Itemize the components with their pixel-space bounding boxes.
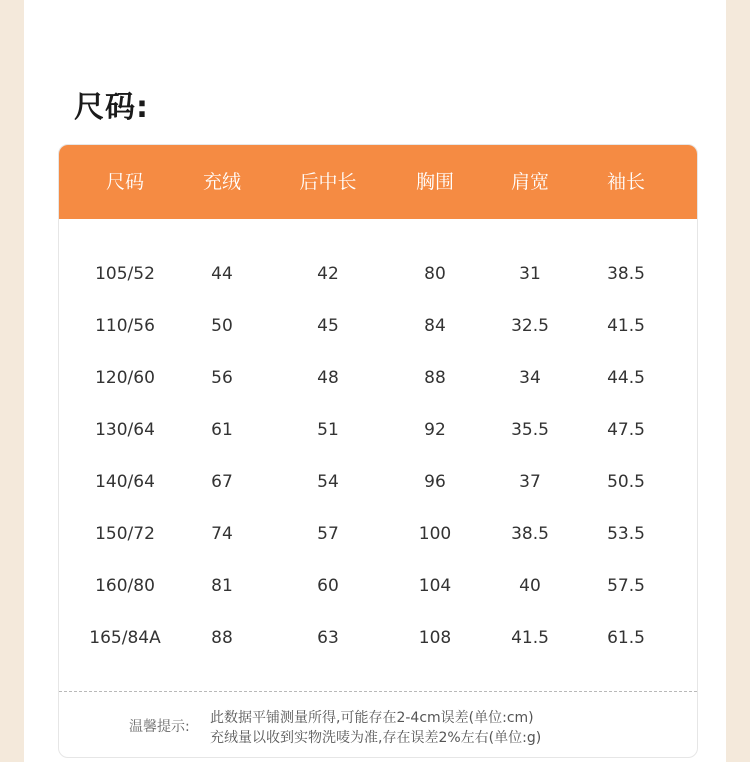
table-cell: 40: [519, 576, 541, 596]
table-cell: 96: [424, 472, 446, 492]
table-cell: 56: [211, 368, 233, 388]
table-cell: 81: [211, 576, 233, 596]
table-cell: 41.5: [511, 628, 549, 648]
notice-label: 温馨提示:: [129, 719, 190, 735]
table-cell: 45: [317, 316, 339, 336]
column-header: 充绒: [202, 171, 242, 193]
dashed-divider: [59, 691, 697, 692]
table-cell: 140/64: [95, 472, 155, 492]
column-header: 胸围: [415, 171, 455, 193]
table-cell: 44.5: [607, 368, 645, 388]
table-cell: 32.5: [511, 316, 549, 336]
table-cell: 31: [519, 264, 541, 284]
table-cell: 92: [424, 420, 446, 440]
table-cell: 48: [317, 368, 339, 388]
table-row: [59, 404, 697, 456]
table-cell: 150/72: [95, 524, 155, 544]
table-cell: 61.5: [607, 628, 645, 648]
table-cell: 67: [211, 472, 233, 492]
table-cell: 50.5: [607, 472, 645, 492]
table-cell: 110/56: [95, 316, 155, 336]
table-cell: 88: [424, 368, 446, 388]
table-cell: 130/64: [95, 420, 155, 440]
table-row: [59, 300, 697, 352]
table-cell: 80: [424, 264, 446, 284]
notice-line-measurement: 此数据平铺测量所得,可能存在2-4cm误差(单位:cm): [210, 710, 534, 726]
page-title: 尺码:: [74, 90, 149, 125]
table-cell: 41.5: [607, 316, 645, 336]
table-cell: 47.5: [607, 420, 645, 440]
table-row: [59, 352, 697, 404]
table-cell: 54: [317, 472, 339, 492]
table-cell: 38.5: [607, 264, 645, 284]
table-row: [59, 560, 697, 612]
table-cell: 44: [211, 264, 233, 284]
table-header: [59, 145, 697, 219]
table-cell: 74: [211, 524, 233, 544]
table-row: [59, 612, 697, 664]
table-cell: 61: [211, 420, 233, 440]
table-row: [59, 248, 697, 300]
table-cell: 35.5: [511, 420, 549, 440]
table-cell: 120/60: [95, 368, 155, 388]
table-cell: 165/84A: [89, 628, 161, 648]
column-header: 后中长: [299, 171, 357, 193]
notice: [59, 707, 697, 747]
table-cell: 100: [418, 524, 452, 544]
table-cell: 37: [519, 472, 541, 492]
table-cell: 57.5: [607, 576, 645, 596]
table-cell: 34: [519, 368, 541, 388]
size-chart-page: [24, 0, 726, 762]
size-table: [58, 144, 698, 758]
table-cell: 105/52: [95, 264, 155, 284]
notice-line-filling: 充绒量以收到实物洗唛为准,存在误差2%左右(单位:g): [210, 730, 542, 746]
column-header: 袖长: [606, 171, 646, 193]
table-cell: 160/80: [95, 576, 155, 596]
table-cell: 42: [317, 264, 339, 284]
table-cell: 50: [211, 316, 233, 336]
table-cell: 53.5: [607, 524, 645, 544]
table-row: [59, 508, 697, 560]
table-cell: 88: [211, 628, 233, 648]
table-cell: 60: [317, 576, 339, 596]
table-row: [59, 456, 697, 508]
table-cell: 104: [418, 576, 452, 596]
table-cell: 63: [317, 628, 339, 648]
table-cell: 84: [424, 316, 446, 336]
table-cell: 51: [317, 420, 339, 440]
column-header: 尺码: [105, 171, 145, 193]
column-header: 肩宽: [510, 171, 550, 193]
table-cell: 108: [418, 628, 452, 648]
table-cell: 57: [317, 524, 339, 544]
table-cell: 38.5: [511, 524, 549, 544]
